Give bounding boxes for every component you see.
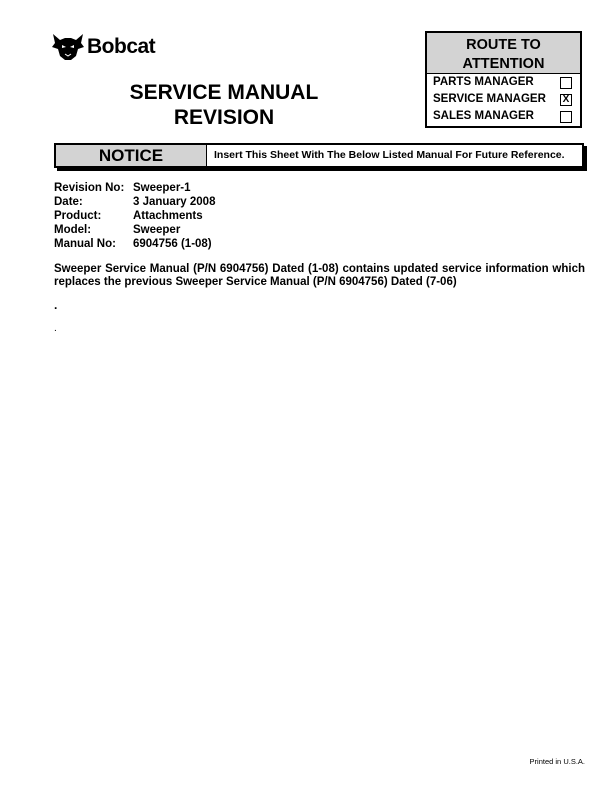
field-label: Revision No: — [54, 182, 125, 194]
bobcat-logo — [51, 32, 166, 64]
stray-dot: . — [54, 323, 57, 334]
field-product — [54, 209, 304, 223]
notice-bar — [54, 143, 584, 168]
page-title — [100, 80, 348, 130]
field-label: Product: — [54, 210, 102, 222]
title-line-1: SERVICE MANUAL — [129, 81, 319, 104]
checkbox: X — [560, 94, 572, 106]
field-value: Sweeper-1 — [133, 182, 191, 194]
checkbox — [560, 77, 572, 89]
checkbox — [560, 111, 572, 123]
field-value: Attachments — [133, 210, 203, 222]
bobcat-head-icon — [51, 32, 85, 62]
body-paragraph: Sweeper Service Manual (P/N 6904756) Dated (1-08) contains updated service information which replaces the previous Sweeper Service Manual (P/N 6904756) Dated (7-06) — [54, 263, 585, 288]
field-value: Sweeper — [133, 224, 181, 236]
title-line-2: REVISION — [173, 106, 275, 129]
route-item-label: SALES MANAGER — [433, 110, 534, 122]
route-item-sales-manager — [427, 108, 580, 125]
field-date — [54, 195, 304, 209]
route-heading-line-2: ATTENTION — [462, 56, 545, 72]
stray-dot: . — [54, 298, 58, 312]
route-item-label: SERVICE MANAGER — [433, 93, 546, 105]
route-to-attention-box — [425, 31, 582, 128]
revision-fields — [54, 181, 304, 251]
field-revision-no — [54, 181, 304, 195]
route-item-label: PARTS MANAGER — [433, 76, 534, 88]
field-label: Date: — [54, 196, 83, 208]
printed-in-footer: Printed in U.S.A. — [529, 757, 585, 766]
brand-name: Bobcat — [87, 35, 156, 58]
field-model — [54, 223, 304, 237]
route-item-parts-manager — [427, 74, 580, 91]
field-label: Model: — [54, 224, 92, 236]
route-heading — [427, 33, 580, 74]
field-label: Manual No: — [54, 238, 116, 250]
notice-text: Insert This Sheet With The Below Listed Manual For Future Reference. — [214, 149, 565, 161]
route-heading-line-1: ROUTE TO — [466, 37, 541, 53]
field-manual-no — [54, 237, 304, 251]
route-item-service-manager — [427, 91, 580, 108]
notice-label: NOTICE — [56, 145, 207, 166]
field-value: 6904756 (1-08) — [133, 238, 212, 250]
field-value: 3 January 2008 — [133, 196, 216, 208]
